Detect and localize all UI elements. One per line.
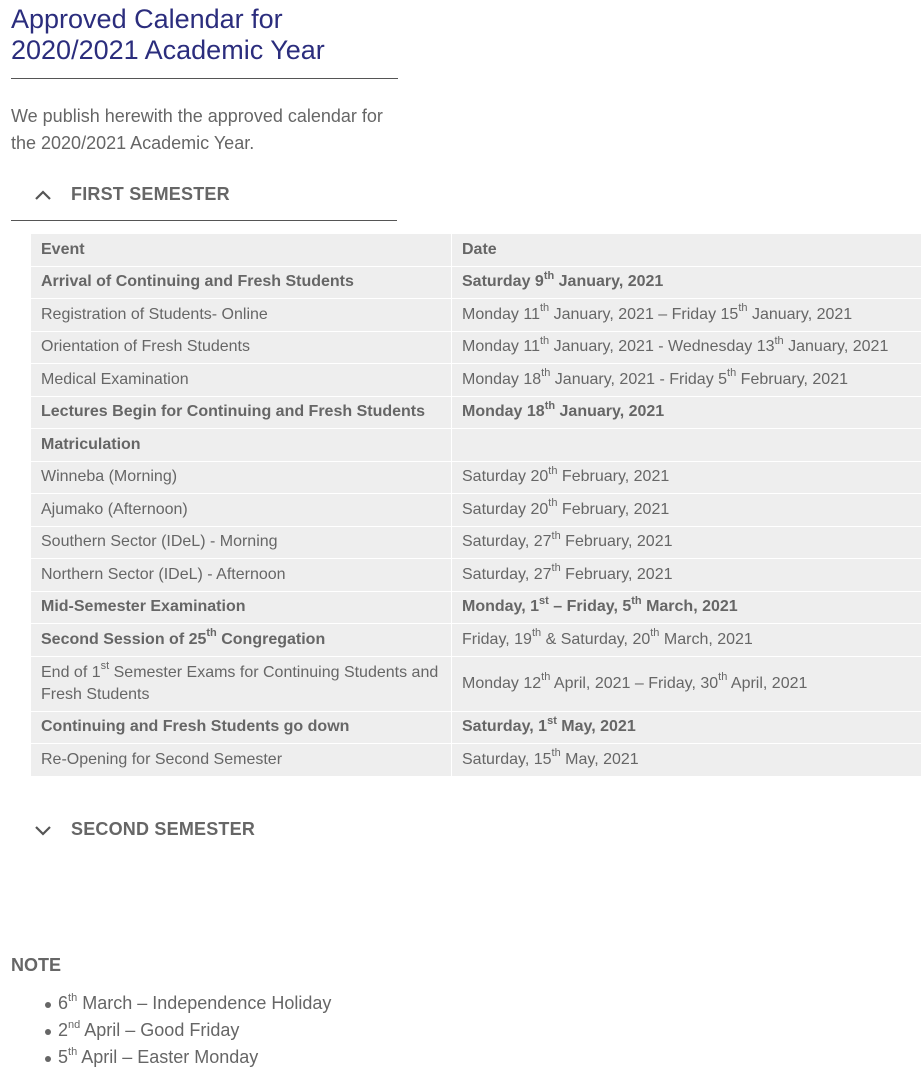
- event-cell: Ajumako (Afternoon): [31, 494, 452, 527]
- date-cell: Saturday, 27th February, 2021: [452, 559, 922, 592]
- table-row: [31, 711, 922, 744]
- note-heading: NOTE: [11, 955, 62, 975]
- date-cell: Saturday 20th February, 2021: [452, 461, 922, 494]
- date-cell: Monday 18th January, 2021 - Friday 5th February, 2021: [452, 364, 922, 397]
- column-header-date: Date: [452, 234, 922, 267]
- table-row: [31, 559, 922, 592]
- event-cell: Northern Sector (IDeL) - Afternoon: [31, 559, 452, 592]
- chevron-down-icon: [33, 823, 53, 837]
- event-cell: Continuing and Fresh Students go down: [31, 711, 452, 744]
- accordion-second-semester[interactable]: [11, 815, 397, 845]
- note-item: 5th April – Easter Monday: [58, 1044, 331, 1071]
- table-row: [31, 591, 922, 624]
- table-row: [31, 624, 922, 657]
- event-cell: Arrival of Continuing and Fresh Students: [31, 266, 452, 299]
- table-row: [31, 396, 922, 429]
- first-semester-table: [30, 233, 922, 777]
- page-title: Approved Calendar for 2020/2021 Academic Year: [11, 4, 325, 65]
- table-row: [31, 364, 922, 397]
- note-item: 2nd April – Good Friday: [58, 1017, 331, 1044]
- date-cell: Monday 11th January, 2021 - Wednesday 13th January, 2021: [452, 331, 922, 364]
- table-header-row: [31, 234, 922, 267]
- date-cell: Saturday 9th January, 2021: [452, 266, 922, 299]
- accordion-first-semester[interactable]: [11, 180, 397, 221]
- event-cell: Registration of Students- Online: [31, 299, 452, 332]
- event-cell: End of 1st Semester Exams for Continuing Students and Fresh Students: [31, 656, 452, 711]
- title-divider: [11, 78, 398, 79]
- table-row: [31, 494, 922, 527]
- accordion-second-semester-label: SECOND SEMESTER: [71, 819, 256, 839]
- date-cell: Monday 18th January, 2021: [452, 396, 922, 429]
- date-cell: Saturday, 27th February, 2021: [452, 526, 922, 559]
- table-row: [31, 266, 922, 299]
- note-list: [58, 990, 331, 1071]
- date-cell: Monday 11th January, 2021 – Friday 15th January, 2021: [452, 299, 922, 332]
- table-row: [31, 331, 922, 364]
- date-cell: Monday 12th April, 2021 – Friday, 30th April, 2021: [452, 656, 922, 711]
- note-item: 6th March – Independence Holiday: [58, 990, 331, 1017]
- table-body: [31, 266, 922, 776]
- chevron-up-icon: [33, 188, 53, 202]
- table-row: [31, 744, 922, 777]
- date-cell: Saturday 20th February, 2021: [452, 494, 922, 527]
- date-cell: Monday, 1st – Friday, 5th March, 2021: [452, 591, 922, 624]
- date-cell: Friday, 19th & Saturday, 20th March, 2021: [452, 624, 922, 657]
- table-row: [31, 429, 922, 462]
- date-cell: Saturday, 1st May, 2021: [452, 711, 922, 744]
- event-cell: Lectures Begin for Continuing and Fresh Students: [31, 396, 452, 429]
- event-cell: Southern Sector (IDeL) - Morning: [31, 526, 452, 559]
- event-cell: Second Session of 25th Congregation: [31, 624, 452, 657]
- table-row: [31, 461, 922, 494]
- column-header-event: Event: [31, 234, 452, 267]
- date-cell: [452, 429, 922, 462]
- table-row: [31, 656, 922, 711]
- event-cell: Mid-Semester Examination: [31, 591, 452, 624]
- event-cell: Matriculation: [31, 429, 452, 462]
- event-cell: Re-Opening for Second Semester: [31, 744, 452, 777]
- accordion-first-semester-label: FIRST SEMESTER: [71, 184, 230, 204]
- table-row: [31, 526, 922, 559]
- event-cell: Orientation of Fresh Students: [31, 331, 452, 364]
- date-cell: Saturday, 15th May, 2021: [452, 744, 922, 777]
- intro-text: We publish herewith the approved calendar for the 2020/2021 Academic Year.: [11, 106, 383, 153]
- table-row: [31, 299, 922, 332]
- event-cell: Winneba (Morning): [31, 461, 452, 494]
- event-cell: Medical Examination: [31, 364, 452, 397]
